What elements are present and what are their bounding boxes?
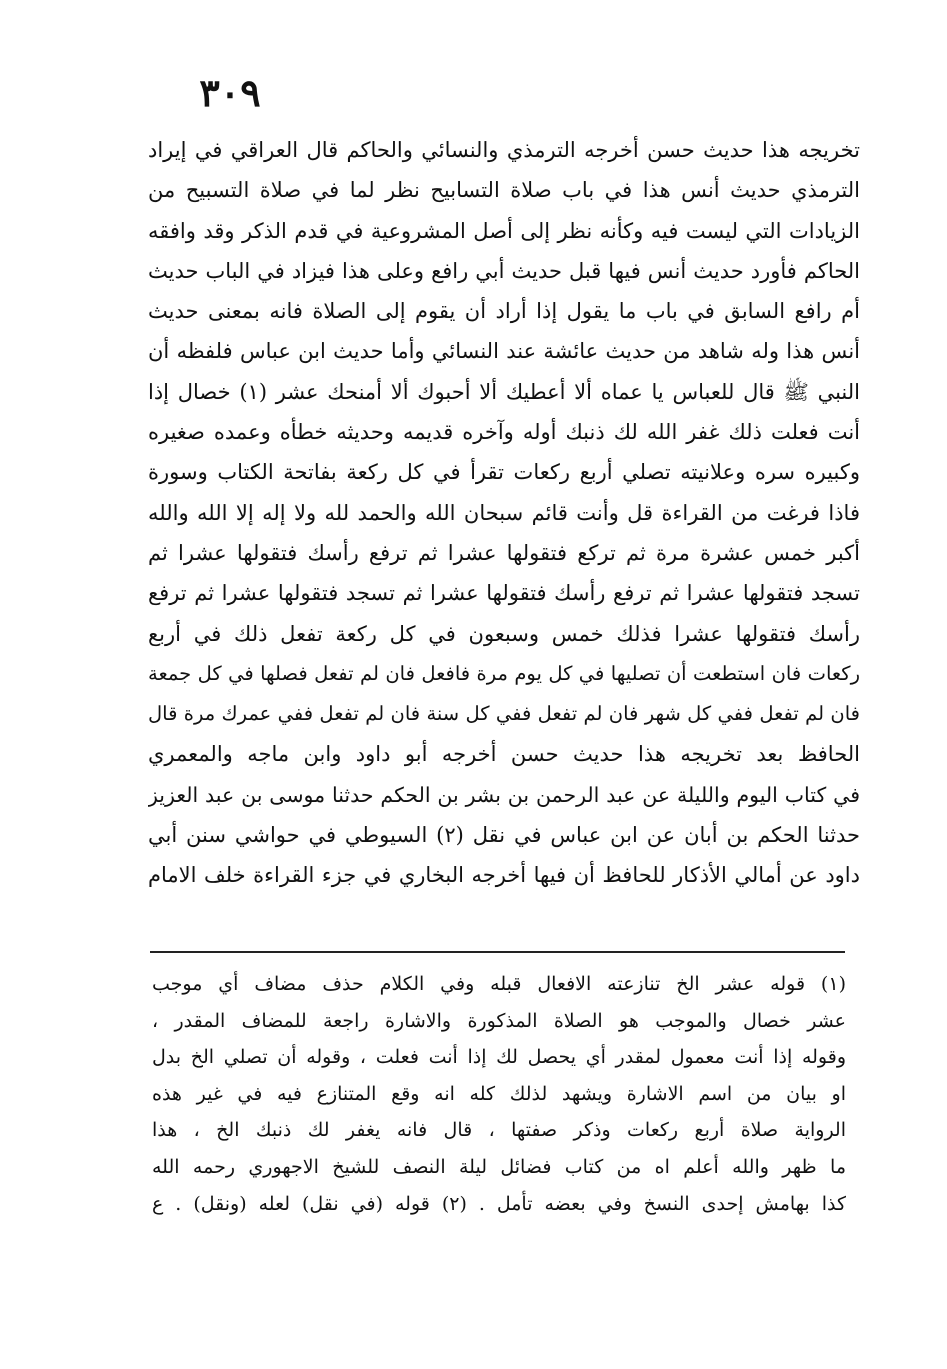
footnote-line: عشر خصال والموجب هو الصلاة المذكورة والاشارة راجعة للمضاف المقدر ،	[152, 1009, 846, 1032]
text-line: داود عن أمالي الأذكار للحافظ أن فيها أخرجه البخاري في جزء القراءة خلف الامام	[148, 863, 860, 888]
text-line: حدثنا الحكم بن أبان عن ابن عباس في نقل (٢) السيوطي في حواشي سنن أبي	[148, 823, 860, 848]
footnote-line: وقوله إذا أنت معمول لمقدر أي يحصل لك إذا أنت فعلت ، وقوله أن تصلي الخ بدل	[152, 1046, 846, 1069]
footnote-line: ما ظهر والله أعلم اه من كتاب فضائل ليلة النصف للشيخ الاجهوري رحمه الله	[152, 1155, 846, 1178]
footnote-divider	[150, 951, 845, 953]
text-line: فاذا فرغت من القراءة قل وأنت قائم سبحان الله والحمد لله ولا إله إلا الله والله	[148, 500, 860, 525]
text-line: الحافظ بعد تخريجه هذا حديث حسن أخرجه أبو داود وابن ماجه والمعمري	[148, 742, 860, 767]
text-line: ركعات فان استطعت أن تصليها في كل يوم مرة فافعل فان لم تفعل فصلها في كل جمعة	[148, 661, 860, 685]
footnote-line: الرواية صلاة أربع ركعات وذكر صفتها ، قال فانه يغفر لك ذنبك الخ ، هذا	[152, 1119, 846, 1142]
text-line: أم رافع السابق في باب ما يقول إذا أراد أن يقوم إلى الصلاة فانه بمعنى حديث	[148, 299, 860, 324]
page-number: ٣٠٩	[199, 70, 261, 115]
text-line: الحاكم فأورد حديث أنس فيها قبل حديث أبي رافع وعلى هذا فيزاد في الباب حديث	[148, 258, 860, 283]
text-line: فان لم تفعل ففي كل شهر فان لم تفعل ففي كل سنة فان لم تفعل ففي عمرك مرة قال	[148, 702, 860, 726]
text-line: أنس هذا وله شاهد من حديث عائشة عند النسائي وأما حديث ابن عباس فلفظه أن	[148, 339, 860, 364]
footnote-line: (١) قوله عشر الخ تنازعته الافعال قبله وفي الكلام حذف مضاف أي موجب	[152, 973, 846, 995]
footnote-line: كذا بهامش إحدى النسخ وفي بعضه تأمل . (٢) قوله (في نقل) لعله (ونقل) . ع	[152, 1192, 846, 1215]
text-line: أكبر خمس عشرة مرة ثم تركع فتقولها عشرا ثم ترفع رأسك فتقولها عشرا ثم	[148, 540, 860, 565]
text-line: رأسك فتقولها عشرا فذلك خمس وسبعون في كل ركعة تفعل ذلك في أربع	[148, 621, 860, 646]
main-text	[148, 130, 860, 896]
footnotes	[152, 966, 846, 1222]
text-line: النبي ﷺ قال للعباس يا عماه ألا أعطيك ألا أحبوك ألا أمنحك عشر (١) خصال إذا	[148, 379, 860, 404]
footnote-line: او بيان من اسم الاشارة ويشهد لذلك كله انه وقع المتنازع فيه في غير هذه	[152, 1082, 846, 1105]
text-line: في كتاب اليوم والليلة عن عبد الرحمن بن بشر بن الحكم حدثنا موسى بن عبد العزيز	[148, 782, 860, 807]
text-line: تسجد فتقولها عشرا ثم ترفع رأسك فتقولها عشرا ثم تسجد فتقولها عشرا ثم ترفع	[148, 581, 860, 606]
text-line: وكبيره سره وعلانيته تصلي أربع ركعات تقرأ في كل ركعة بفاتحة الكتاب وسورة	[148, 460, 860, 485]
text-line: تخريجه هذا حديث حسن أخرجه الترمذي والنسائي والحاكم قال العراقي في إيراد	[148, 138, 860, 162]
text-line: أنت فعلت ذلك غفر الله لك ذنبك أوله وآخره قديمه وحديثه خطأه وعمده صغيره	[148, 420, 860, 445]
text-line: الترمذي حديث أنس هذا في باب صلاة التسابيح نظر لما في صلاة التسبيح من	[148, 178, 860, 203]
text-line: الزيادات التي ليست فيه وكأنه نظر إلى أصل المشروعية في قدم الذكر وقد وافقه	[148, 218, 860, 243]
